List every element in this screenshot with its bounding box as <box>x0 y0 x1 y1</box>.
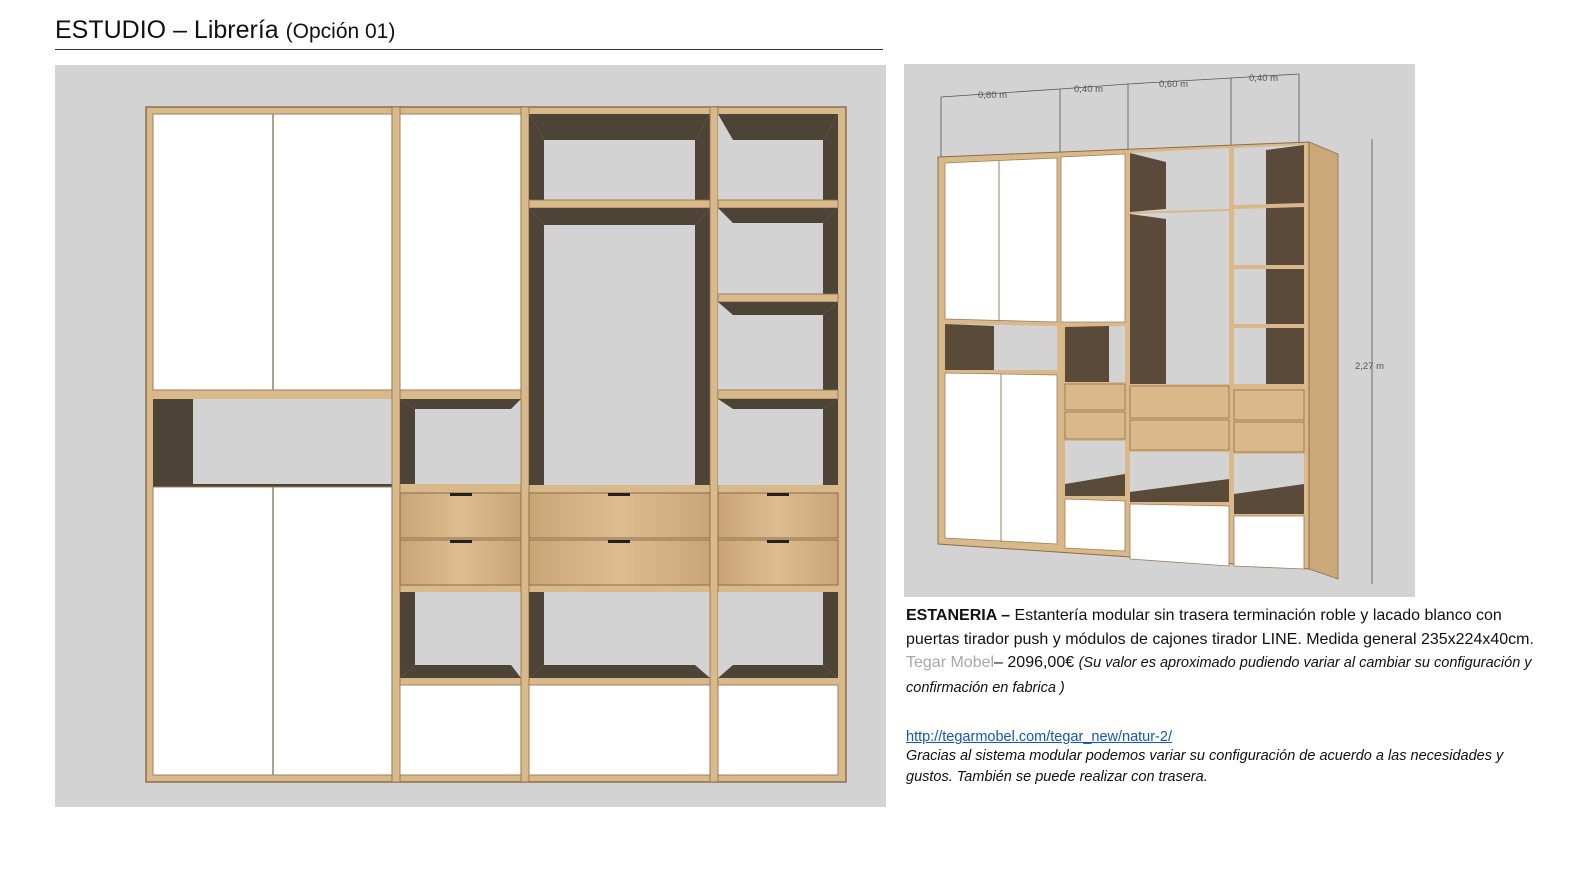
price: – 2096,00€ <box>994 654 1079 671</box>
price-note: (Su valor es aproximado pudiendo variar al cambiar su configuración y confirmación en fabrica ) <box>906 655 1532 696</box>
bookcase-front-view <box>55 65 886 807</box>
dim-width-4: 0,40 m <box>1249 73 1279 84</box>
page-title <box>55 14 883 50</box>
bookcase-perspective-view <box>904 64 1415 597</box>
dim-width-2: 0,40 m <box>1074 84 1104 95</box>
modular-note: Gracias al sistema modular podemos variar su configuración de acuerdo a las necesidades y gustos. También se puede realizar con trasera. <box>906 748 1504 785</box>
dim-height: 2,27 m <box>1355 361 1385 372</box>
brand-name: Tegar Mobel <box>906 654 995 671</box>
product-text: Estantería modular sin trasera terminación roble y lacado blanco con puertas tirador push y módulos de cajones tirador LINE. Medida general 235x224x40cm. <box>906 607 1534 648</box>
product-name: ESTANERIA – <box>906 607 1011 624</box>
product-link[interactable]: http://tegarmobel.com/tegar_new/natur-2/ <box>906 729 1172 745</box>
page-title-sub: (Opción 01) <box>285 20 396 43</box>
dim-width-1: 0,80 m <box>978 90 1008 101</box>
dim-width-3: 0,60 m <box>1159 79 1189 90</box>
product-description <box>906 604 1546 788</box>
page-title-main: ESTUDIO – Librería <box>55 16 279 44</box>
